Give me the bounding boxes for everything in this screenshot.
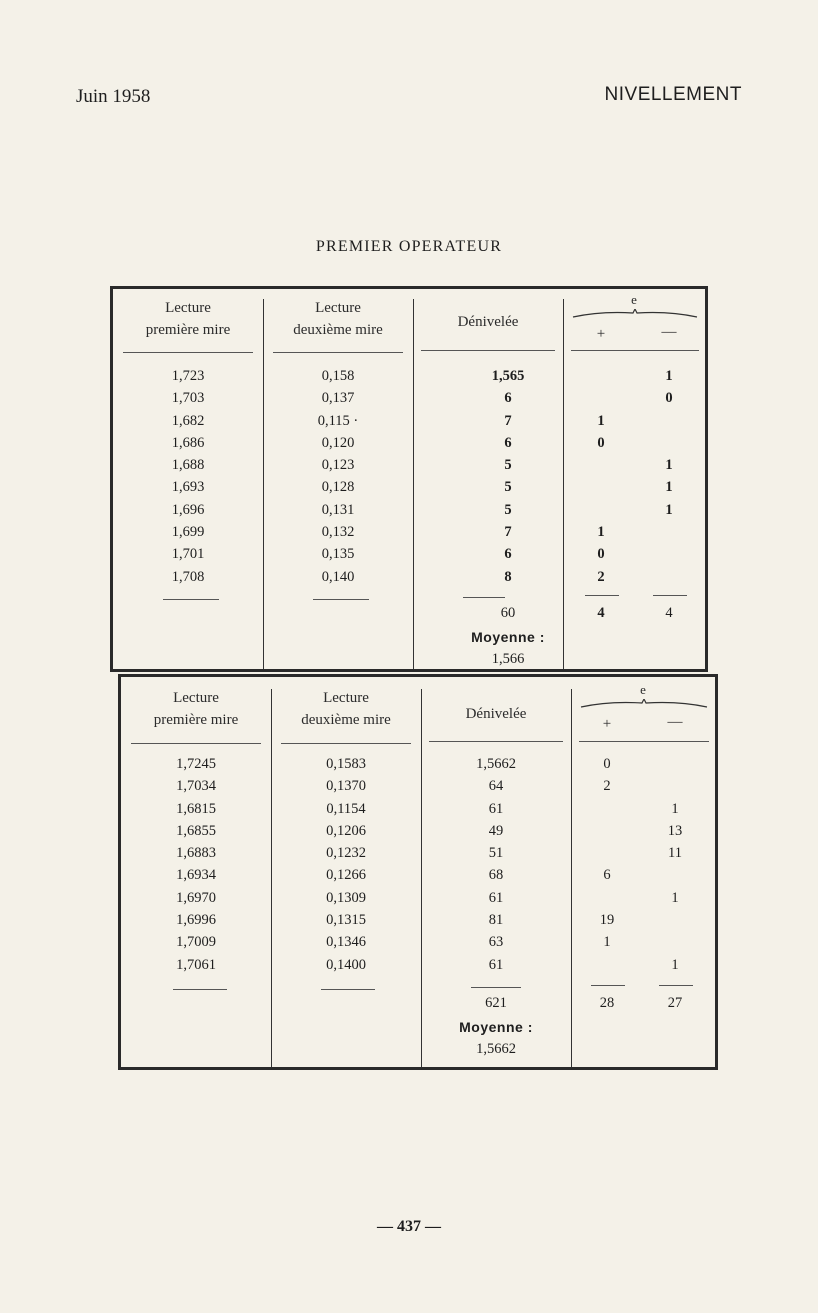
table-cell: 81 [488, 912, 504, 929]
table-cell: 5 [504, 479, 512, 496]
table-cell: 8 [504, 568, 512, 585]
table-cell: 5 [504, 501, 512, 518]
column-e-plus [587, 753, 627, 976]
table-cell: 1 [597, 412, 605, 429]
table-cell: 1,6883 [176, 845, 216, 862]
table-cell: 0,140 [321, 568, 355, 585]
header-lecture-deuxieme: Lecture deuxième mire [293, 300, 383, 338]
brace-icon [579, 699, 709, 709]
header-minus: — [667, 714, 683, 730]
table-cell: 1 [671, 956, 679, 973]
header-minus: — [661, 324, 677, 340]
column-lecture-deuxieme [263, 365, 413, 588]
table-cell: 1,708 [171, 568, 205, 585]
header-date: Juin 1958 [76, 86, 151, 107]
table-cell: 6 [504, 434, 512, 451]
header-lecture-premiere: Lecture première mire [153, 690, 239, 728]
table-cell [587, 954, 627, 976]
table-cell: 1,7061 [176, 956, 216, 973]
table-cell [581, 476, 621, 498]
table-cell: 6 [504, 390, 512, 407]
table-cell: 68 [488, 867, 504, 884]
table-cell: 1 [665, 479, 673, 496]
table-cell: 1 [665, 501, 673, 518]
table-cell: 7 [504, 524, 512, 541]
table-cell [649, 566, 689, 588]
table-cell [587, 842, 627, 864]
table-cell: 0,120 [321, 434, 355, 451]
table-cell: 1 [671, 889, 679, 906]
moyenne-label: Moyenne : [471, 629, 545, 645]
header-plus: + [596, 326, 606, 342]
table-cell: 0,1400 [326, 956, 366, 973]
table-cell: 1 [665, 457, 673, 474]
table-cell: 1,6934 [176, 867, 216, 884]
table-cell [587, 820, 627, 842]
table-cell [581, 499, 621, 521]
table-cell: 0,132 [321, 524, 355, 541]
table-cell: 0 [603, 756, 611, 772]
table-cell: 1,693 [171, 479, 205, 496]
header-denivelee: Dénivelée [457, 314, 519, 330]
table-cell: 11 [668, 845, 682, 862]
table-cell: 1,701 [171, 546, 205, 563]
table-cell: 1 [603, 934, 611, 951]
table-cell: 1 [597, 524, 605, 541]
column-e-minus [655, 753, 695, 976]
table-second [118, 674, 718, 1070]
table-cell: 1,723 [171, 368, 205, 384]
table-cell: 6 [504, 546, 512, 563]
table-cell: 61 [488, 956, 504, 973]
header-e: e [640, 682, 646, 697]
table-cell: 0,1315 [326, 912, 366, 929]
table-cell: 0,128 [321, 479, 355, 496]
header-e: e [631, 292, 637, 307]
column-e-plus [581, 365, 621, 588]
table-cell: 1,6996 [176, 912, 216, 929]
table-cell [649, 410, 689, 432]
table-cell: 63 [488, 934, 504, 951]
column-lecture-deuxieme [271, 753, 421, 976]
total-denivelee: 621 [485, 995, 507, 1011]
table-cell: 1,682 [171, 412, 205, 429]
table-cell: 0,1266 [326, 867, 366, 884]
table-cell: 1,6855 [176, 822, 216, 839]
table-cell: 0,1346 [326, 934, 366, 951]
total-e-plus: 28 [599, 995, 615, 1011]
table-cell: 0,1309 [326, 889, 366, 906]
page-number: — 437 — [377, 1218, 441, 1235]
column-denivelee [413, 365, 603, 588]
table-cell [649, 543, 689, 565]
table-cell: 1 [665, 368, 673, 384]
table-cell: 0,137 [321, 390, 355, 407]
column-lecture-premiere [121, 753, 271, 976]
table-cell: 0,1232 [326, 845, 366, 862]
table-cell: 2 [597, 568, 605, 585]
table-cell: 5 [504, 457, 512, 474]
table-cell: 61 [488, 800, 504, 817]
table-cell: 61 [488, 889, 504, 906]
table-cell: 1,686 [171, 434, 205, 451]
table-cell: 0 [665, 390, 673, 407]
table-cell [587, 887, 627, 909]
table-cell: 0 [597, 434, 605, 451]
total-e-plus: 4 [597, 605, 605, 621]
table-cell [581, 365, 621, 387]
table-cell [581, 387, 621, 409]
header-plus: + [602, 716, 612, 732]
total-denivelee: 60 [500, 605, 516, 621]
total-e-minus: 4 [665, 605, 673, 621]
table-cell: 1,5662 [476, 756, 516, 772]
table-cell: 7 [504, 412, 512, 429]
column-lecture-premiere [113, 365, 263, 588]
table-cell [655, 931, 695, 953]
table-cell: 49 [488, 822, 504, 839]
table-cell: 19 [599, 912, 615, 929]
moyenne-value: 1,566 [491, 651, 525, 667]
table-cell: 0,123 [321, 457, 355, 474]
table-cell: 1,696 [171, 501, 205, 518]
header-section: NIVELLEMENT [604, 84, 742, 105]
table-cell: 0 [597, 546, 605, 563]
table-cell: 1,699 [171, 524, 205, 541]
moyenne-value: 1,5662 [476, 1041, 516, 1057]
table-premier [110, 286, 708, 672]
table-cell: 0,1583 [326, 756, 366, 772]
header-denivelee: Dénivelée [465, 706, 527, 722]
table-cell: 0,158 [321, 368, 355, 384]
column-denivelee [421, 753, 571, 976]
header-lecture-premiere: Lecture première mire [145, 300, 231, 338]
total-e-minus: 27 [667, 995, 683, 1011]
table-cell [655, 775, 695, 797]
brace-icon [571, 309, 699, 319]
table-cell: 1,688 [171, 457, 205, 474]
table-cell: 1 [671, 800, 679, 817]
table-cell: 51 [488, 845, 504, 862]
table-cell: 0,135 [321, 546, 355, 563]
column-e-minus [649, 365, 689, 588]
table-cell: 1,7009 [176, 934, 216, 951]
table-cell [587, 798, 627, 820]
table-cell [581, 454, 621, 476]
table-cell: 0,1206 [326, 822, 366, 839]
table-cell: 13 [667, 822, 683, 839]
table-cell: 2 [603, 778, 611, 795]
table-cell: 1,565 [491, 368, 525, 384]
header-lecture-deuxieme: Lecture deuxième mire [301, 690, 391, 728]
table-cell [655, 909, 695, 931]
table-cell: 0,131 [321, 501, 355, 518]
table-cell: 1,7245 [176, 756, 216, 772]
table-cell: 0,115 · [317, 412, 359, 429]
table-cell: 0,1154 [326, 800, 366, 817]
table-cell: 1,6815 [176, 800, 216, 817]
table-cell [649, 432, 689, 454]
table-cell: 1,7034 [176, 778, 216, 795]
table-cell: 1,703 [171, 390, 205, 407]
table-cell [649, 521, 689, 543]
table-cell: 0,1370 [326, 778, 366, 795]
table-cell [655, 864, 695, 886]
table-cell: 6 [603, 867, 611, 884]
table-cell: 1,6970 [176, 889, 216, 906]
moyenne-label: Moyenne : [459, 1019, 533, 1035]
table-cell: 64 [488, 778, 504, 795]
page-title: PREMIER OPERATEUR [315, 238, 503, 255]
table-cell [655, 753, 695, 775]
